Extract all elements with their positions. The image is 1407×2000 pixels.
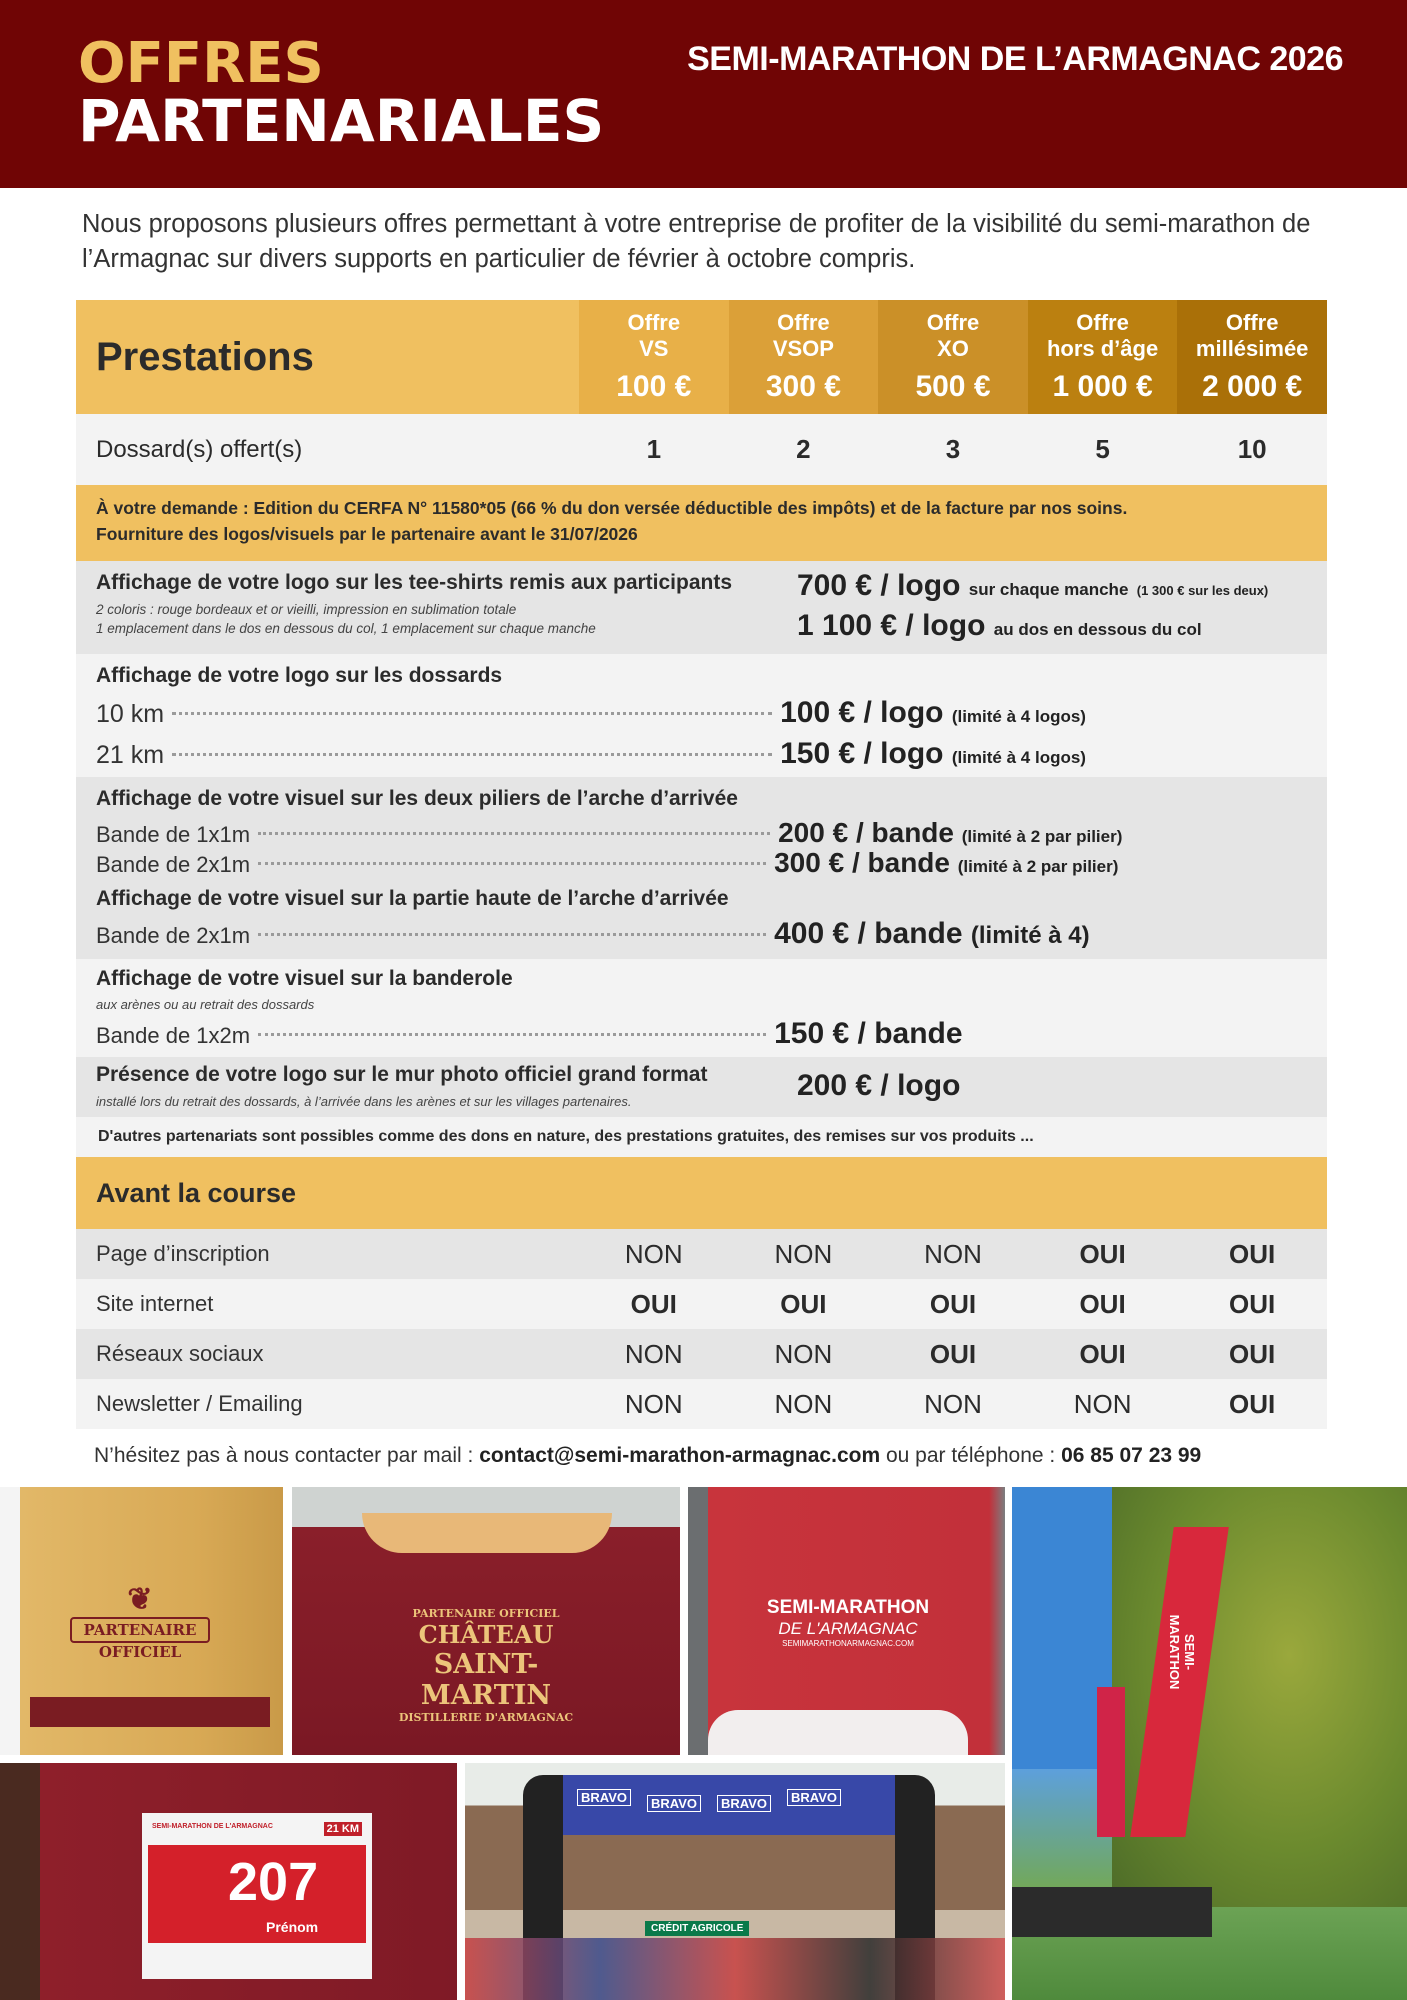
cell-value: NON: [774, 1238, 833, 1269]
price-note: (limité à 4 logos): [951, 707, 1086, 726]
arch-banner-text: BRAVO: [717, 1795, 771, 1812]
cell-value: OUI: [1079, 1338, 1126, 1369]
note-line: À votre demande : Edition du CERFA N° 11580*05 (66 % du don versée déductible des impôts) et de la facture par nos soins.: [96, 498, 1128, 518]
cell-value: OUI: [1079, 1288, 1126, 1319]
prestations-heading: Prestations: [76, 300, 579, 414]
row-label: Page d’inscription: [96, 1241, 270, 1266]
event-name: SEMI-MARATHON DE L’ARMAGNAC 2026: [687, 40, 1343, 78]
block-photo-wall: [76, 1057, 1327, 1117]
block-banner: [76, 959, 1327, 1057]
row-label: Dossard(s) offert(s): [96, 435, 303, 463]
other-partnerships-note: D'autres partenariats sont possibles comme des dons en nature, des prestations gratuites, des remises sur vos produits ...: [76, 1117, 1327, 1157]
row-label: Site internet: [96, 1291, 214, 1316]
line-label: Bande de 2x1m: [96, 923, 251, 948]
cell-value: 3: [945, 434, 961, 464]
intro-text: Nous proposons plusieurs offres permettant à votre entreprise de profiter de la visibilité du semi-marathon de l’Armagnac sur divers supports en particulier de février à octobre compris.: [82, 210, 1311, 273]
pillar-line-1x1: [96, 817, 1122, 849]
wall-bottom-graphic: [708, 1710, 968, 1755]
cell-value: OUI: [780, 1288, 827, 1319]
line-label: Bande de 2x1m: [96, 852, 251, 877]
sponsor-banner: CRÉDIT AGRICOLE: [645, 1921, 749, 1936]
table-header: [76, 300, 1327, 414]
offer-label: Offre: [1076, 310, 1129, 335]
line-label: 10 km: [96, 700, 165, 728]
price-note-small: (1 300 € sur les deux): [1136, 583, 1269, 598]
dot-leader: [258, 933, 766, 936]
crowd: [465, 1938, 1005, 2000]
wall-title: [728, 1597, 968, 1648]
cell-value: OUI: [1229, 1288, 1276, 1319]
dot-leader: [258, 862, 766, 865]
wall-text: DE L'ARMAGNAC: [778, 1619, 918, 1638]
stage: [1012, 1887, 1212, 1937]
photo-finish-arch: [465, 1763, 1005, 2000]
page-header: [0, 0, 1407, 188]
contact-phone[interactable]: 06 85 07 23 99: [1061, 1444, 1202, 1467]
row-label: Réseaux sociaux: [96, 1341, 264, 1366]
dot-leader: [172, 753, 772, 756]
collar: [362, 1513, 612, 1553]
photo-tshirt-back: [292, 1487, 680, 1755]
cell-value: OUI: [1229, 1238, 1276, 1269]
sleeve-text: PARTENAIRE: [70, 1617, 210, 1643]
block-title: Affichage de votre visuel sur la banderole: [96, 967, 513, 990]
cell-value: NON: [774, 1338, 833, 1369]
price-note: sur chaque manche: [968, 580, 1129, 599]
offer-price: 300 €: [765, 370, 841, 403]
table-row-inscription: [76, 1229, 1327, 1279]
bib-line-21km: [96, 737, 1086, 771]
offer-label: Offre: [926, 310, 980, 335]
line-price: [780, 696, 1086, 730]
sleeve-text: OFFICIEL: [98, 1643, 182, 1661]
offer-label: VSOP: [772, 336, 834, 361]
row-label: Newsletter / Emailing: [96, 1391, 303, 1416]
offers-table: [76, 300, 1327, 1429]
price-note: (limité à 4 logos): [951, 748, 1086, 767]
banner-line-1x2: [96, 1017, 963, 1051]
arch-banner: [563, 1775, 895, 1835]
price-note: au dos en dessous du col: [993, 620, 1202, 639]
cell-value: NON: [924, 1388, 982, 1419]
price-value: 400 € / bande: [774, 917, 963, 950]
block-title: Présence de votre logo sur le mur photo officiel grand format: [96, 1063, 708, 1086]
cell-value: OUI: [1229, 1388, 1276, 1419]
price-value: 700 € / logo: [797, 569, 961, 602]
before-race-heading: Avant la course: [76, 1157, 1327, 1229]
price-note: (limité à 2 par pilier): [957, 857, 1119, 876]
chateau-logo: [376, 1607, 596, 1724]
offer-price: 100 €: [616, 370, 692, 403]
block-title: Affichage de votre visuel sur la partie haute de l’arche d’arrivée: [96, 887, 729, 910]
offer-vs: [579, 300, 729, 414]
bib-line-10km: [96, 696, 1086, 730]
line-label: Bande de 1x1m: [96, 822, 251, 847]
cell-value: NON: [774, 1388, 833, 1419]
offer-label: hors d’âge: [1046, 336, 1159, 361]
offer-vsop: [729, 300, 879, 414]
grape-leaf-icon: ❦: [127, 1582, 153, 1617]
sleeve-logo: [70, 1582, 210, 1661]
line-label: 21 km: [96, 741, 165, 769]
table-row-site: [76, 1279, 1327, 1329]
line-price: [774, 917, 1089, 951]
cell-value: OUI: [1229, 1338, 1276, 1369]
line-price: [774, 847, 1118, 879]
arch-banner-text: BRAVO: [647, 1795, 701, 1812]
cell-value: NON: [924, 1238, 982, 1269]
sleeve-cuff: [30, 1697, 270, 1727]
dot-leader: [172, 712, 772, 715]
back-text: PARTENAIRE OFFICIEL: [412, 1607, 560, 1620]
offer-label: millésimée: [1195, 336, 1309, 361]
wall-text: SEMIMARATHONARMAGNAC.COM: [782, 1639, 914, 1648]
price-note: (limité à 2 par pilier): [961, 827, 1123, 846]
price-value: 300 € / bande: [774, 847, 950, 878]
back-text: SAINT-MARTIN: [420, 1649, 552, 1711]
price-value: 100 € / logo: [780, 696, 944, 729]
photo-flags: [1012, 1487, 1407, 2000]
price-value: 200 € / bande: [778, 817, 954, 848]
line-label: Bande de 1x2m: [96, 1023, 251, 1048]
cell-value: 10: [1237, 434, 1267, 464]
block-subtitle: 2 coloris : rouge bordeaux et or vieilli, impression en sublimation totale: [96, 602, 517, 617]
offer-price: 2 000 €: [1202, 370, 1303, 403]
race-bib: [142, 1813, 372, 1979]
offer-label: Offre: [627, 310, 681, 335]
offer-label: VS: [639, 336, 669, 361]
offer-hors-d-age: [1028, 300, 1178, 414]
cell-value: OUI: [929, 1338, 977, 1369]
arch-top-line-2x1: [96, 917, 1090, 951]
line-price: 200 € / logo: [797, 1069, 961, 1102]
offer-millesimee: [1177, 300, 1327, 414]
line-price: 150 € / bande: [774, 1017, 963, 1050]
dot-leader: [258, 832, 770, 835]
cell-value: 2: [796, 434, 811, 464]
block-bibs: [76, 654, 1327, 777]
contact-email-link[interactable]: contact@semi-marathon-armagnac.com: [479, 1444, 881, 1467]
contact-prefix: N’hésitez pas à nous contacter par mail :: [94, 1444, 480, 1467]
offer-xo: [878, 300, 1028, 414]
line-price: [780, 737, 1086, 771]
offer-price: 1 000 €: [1052, 370, 1153, 403]
price-note: (limité à 4): [970, 922, 1090, 949]
back-text: DISTILLERIE D'ARMAGNAC: [398, 1711, 574, 1724]
cell-value: 1: [646, 434, 662, 464]
back-text: CHÂTEAU: [418, 1620, 554, 1649]
cell-value: NON: [1073, 1388, 1132, 1419]
block-subtitle: installé lors du retrait des dossards, à l’arrivée dans les arènes et sur les villages partenaires.: [96, 1094, 632, 1109]
block-subtitle: 1 emplacement dans le dos en dessous du col, 1 emplacement sur chaque manche: [96, 621, 596, 636]
cerfa-note: [76, 485, 1327, 561]
bib-name: Prénom: [266, 1919, 319, 1935]
offer-price: 500 €: [915, 370, 991, 403]
cell-value: OUI: [1079, 1238, 1126, 1269]
table-row-newsletter: [76, 1379, 1327, 1429]
title-offres: OFFRES: [78, 31, 324, 96]
block-title: Affichage de votre logo sur les tee-shirts remis aux participants: [96, 571, 733, 594]
bib-number: 207: [228, 1852, 319, 1912]
cell-value: NON: [624, 1238, 683, 1269]
wall-text: SEMI-MARATHON: [766, 1597, 930, 1618]
cell-value: 5: [1095, 434, 1110, 464]
bib-sponsors: [148, 1943, 366, 1973]
photo-bib: [0, 1763, 457, 2000]
table-row-social: [76, 1329, 1327, 1379]
pillar-line-2x1: [96, 847, 1118, 879]
offer-label: XO: [937, 336, 969, 361]
block-arch: [76, 777, 1327, 959]
line-price: [778, 817, 1122, 849]
price-sleeve: [797, 569, 1268, 603]
block-subtitle: aux arènes ou au retrait des dossards: [96, 997, 315, 1012]
cell-value: NON: [624, 1388, 683, 1419]
offer-label: Offre: [777, 310, 830, 335]
contact-middle: ou par téléphone :: [880, 1444, 1062, 1467]
block-tshirts: [76, 561, 1327, 654]
cell-value: OUI: [929, 1288, 977, 1319]
dot-leader: [258, 1033, 766, 1036]
flag-text: SEMI-MARATHON: [1167, 1614, 1197, 1690]
cell-value: OUI: [630, 1288, 677, 1319]
title-partenariales: PARTENARIALES: [78, 87, 605, 155]
contact-line: [94, 1444, 1201, 1468]
bib-race: 21 KM: [324, 1822, 362, 1836]
bib-brand: SEMI-MARATHON DE L'ARMAGNAC: [152, 1823, 273, 1830]
photo-photo-wall: [688, 1487, 1005, 1755]
block-title: Affichage de votre visuel sur les deux piliers de l’arche d’arrivée: [96, 787, 738, 810]
arch-banner-text: BRAVO: [577, 1789, 631, 1806]
note-line: Fourniture des logos/visuels par le partenaire avant le 31/07/2026: [96, 524, 638, 544]
price-value: 150 € / logo: [780, 737, 944, 770]
price-back: [797, 609, 1202, 643]
cell-value: NON: [624, 1338, 683, 1369]
offer-label: Offre: [1225, 310, 1279, 335]
price-value: 1 100 € / logo: [797, 609, 986, 642]
block-title: Affichage de votre logo sur les dossards: [96, 664, 503, 687]
feather-flag-small: [1097, 1687, 1125, 1837]
photo-sleeve: [0, 1487, 283, 1755]
arch-banner-text: BRAVO: [787, 1789, 841, 1806]
table-row-dossards: [76, 414, 1327, 485]
